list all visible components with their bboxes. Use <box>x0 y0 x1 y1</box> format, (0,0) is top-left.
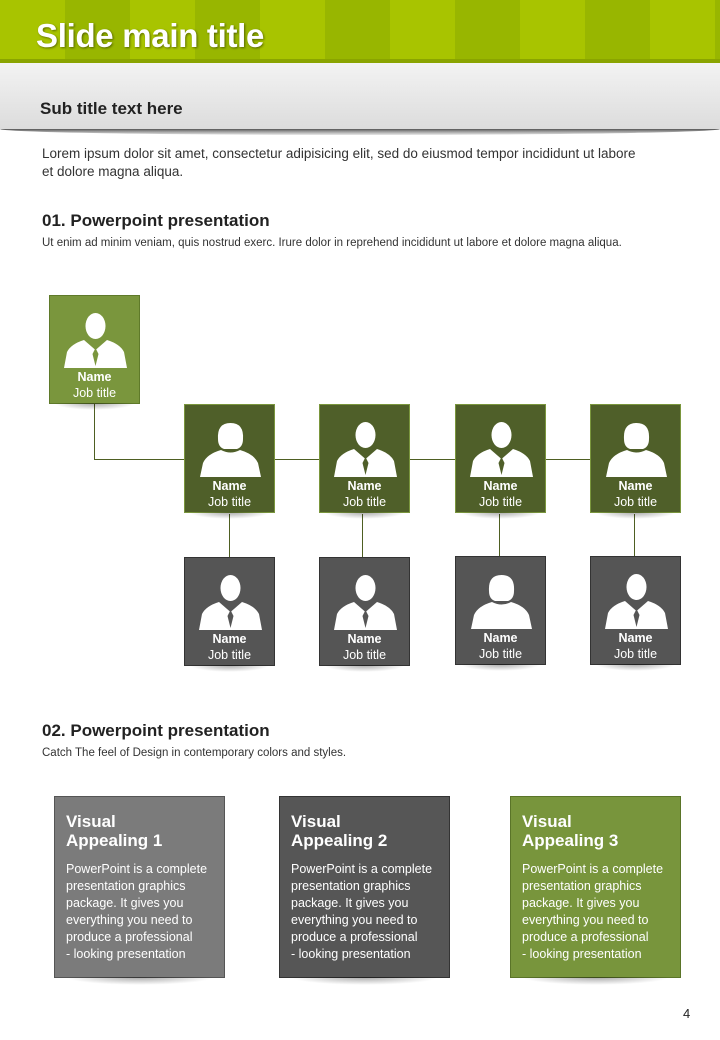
connector-line <box>94 404 95 460</box>
card-job-title: Job title <box>342 648 387 662</box>
feature-title: Visual Appealing 2 <box>291 812 388 850</box>
male-person-icon <box>332 417 399 477</box>
card-job-title: Job title <box>72 386 117 400</box>
feature-text: PowerPoint is a complete presentation graphics package. It gives you everything you need to produce a professional - looking presentation <box>66 862 208 961</box>
card-job-title: Job title <box>478 495 523 509</box>
card-job-title: Job title <box>207 648 252 662</box>
org-card-bottom-2 <box>319 557 410 666</box>
card-job-title: Job title <box>478 647 523 661</box>
org-card-bottom-3 <box>455 556 546 665</box>
male-person-icon <box>603 569 670 629</box>
org-card-middle-4 <box>590 404 681 513</box>
feature-box-1 <box>54 796 225 978</box>
page-number: 4 <box>683 1006 691 1021</box>
subtitle-divider <box>0 129 720 135</box>
section-2-text: Catch The feel of Design in contemporary colors and styles. <box>42 747 347 759</box>
card-job-title: Job title <box>613 495 658 509</box>
feature-title: Visual Appealing 1 <box>66 812 163 850</box>
card-job-title: Job title <box>207 495 252 509</box>
male-person-icon <box>197 570 264 630</box>
connector-line <box>362 514 363 557</box>
feature-text: PowerPoint is a complete presentation graphics package. It gives you everything you need to produce a professional - looking presentation <box>522 862 664 961</box>
male-person-icon <box>332 570 399 630</box>
card-name: Name <box>212 479 247 493</box>
org-card-bottom-1 <box>184 557 275 666</box>
card-name: Name <box>212 632 247 646</box>
feature-box-2 <box>279 796 450 978</box>
subtitle: Sub title text here <box>40 99 183 118</box>
org-card-bottom-4 <box>590 556 681 665</box>
org-card-middle-2 <box>319 404 410 513</box>
org-card-middle-3 <box>455 404 546 513</box>
card-job-title: Job title <box>613 647 658 661</box>
feature-box-3 <box>510 796 681 978</box>
male-person-icon <box>62 308 129 368</box>
connector-line <box>229 514 230 557</box>
feature-text: PowerPoint is a complete presentation graphics package. It gives you everything you need to produce a professional - looking presentation <box>291 862 433 961</box>
section-1-title: 01. Powerpoint presentation <box>42 211 270 230</box>
card-name: Name <box>483 479 518 493</box>
connector-line <box>634 514 635 556</box>
slide-title: Slide main title <box>36 17 265 54</box>
section-1-text: Ut enim ad minim veniam, quis nostrud exerc. Irure dolor in reprehend incididunt ut labore et dolore magna aliqua. <box>42 237 622 249</box>
intro-paragraph: Lorem ipsum dolor sit amet, consectetur adipisicing elit, sed do eiusmod tempor incididunt ut labore et dolore magna aliqua. <box>42 146 636 179</box>
card-name: Name <box>347 479 382 493</box>
feature-title: Visual Appealing 3 <box>522 812 619 850</box>
subtitle-band <box>0 63 720 129</box>
org-card-top <box>49 295 140 404</box>
card-name: Name <box>483 631 518 645</box>
card-name: Name <box>618 479 653 493</box>
card-name: Name <box>77 370 112 384</box>
org-card-middle-1 <box>184 404 275 513</box>
female-person-icon <box>197 417 264 477</box>
connector-line <box>499 514 500 556</box>
male-person-icon <box>468 417 535 477</box>
card-job-title: Job title <box>342 495 387 509</box>
female-person-icon <box>468 569 535 629</box>
female-person-icon <box>603 417 670 477</box>
card-name: Name <box>618 631 653 645</box>
section-2-title: 02. Powerpoint presentation <box>42 721 270 740</box>
card-name: Name <box>347 632 382 646</box>
